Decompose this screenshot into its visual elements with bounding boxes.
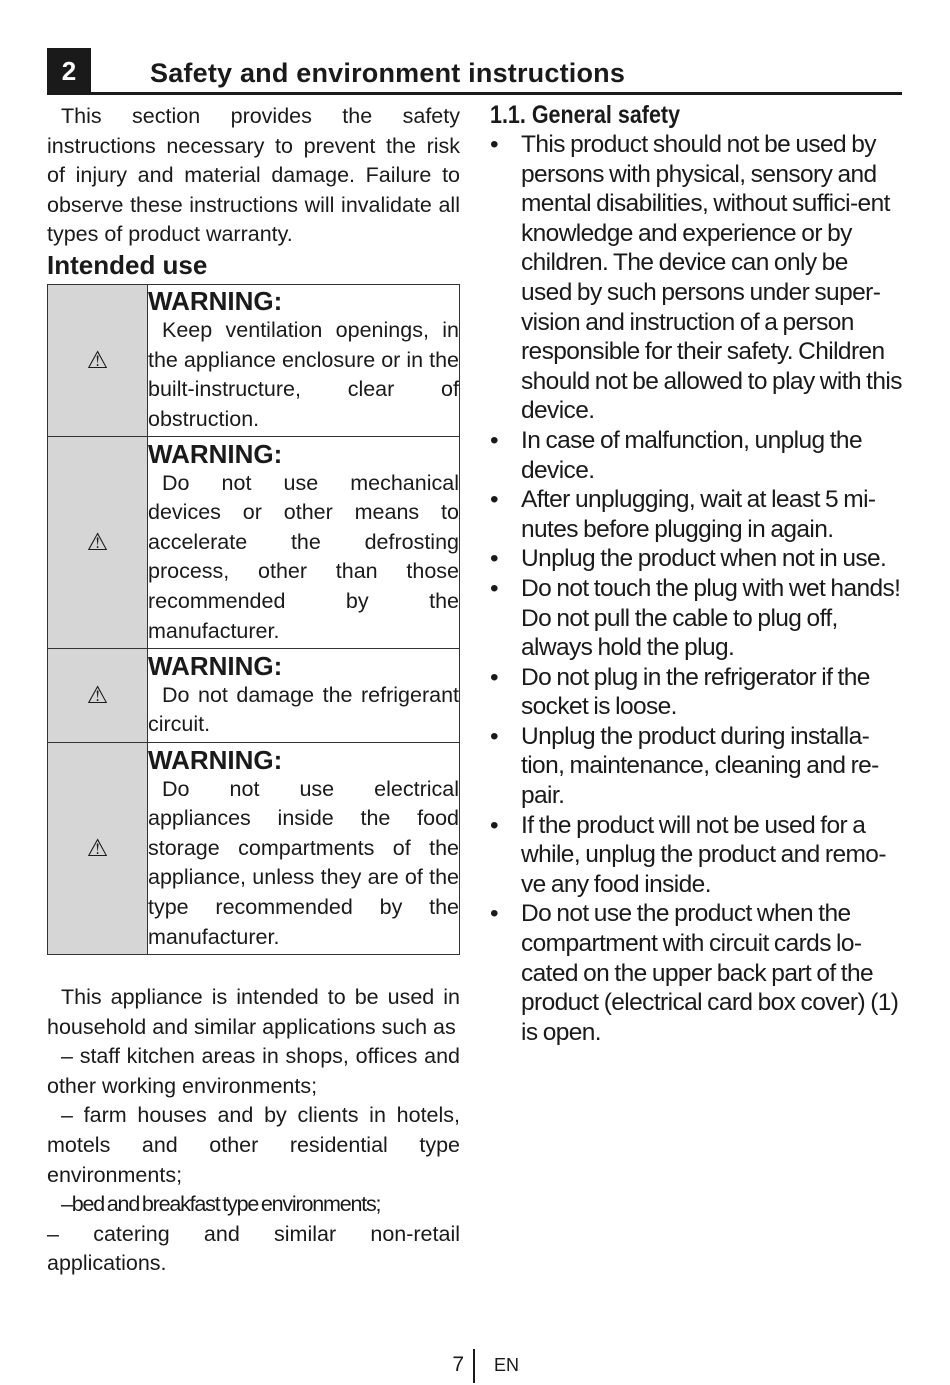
general-safety-list xyxy=(490,130,902,1047)
list-item: • In case of malfunction, unplug the device. xyxy=(490,426,902,485)
warning-row xyxy=(48,436,460,648)
warning-title: WARNING: xyxy=(148,744,283,775)
list-item: • After unplugging, wait at least 5 mi-nutes before plugging in again. xyxy=(490,485,902,544)
left-column xyxy=(47,102,460,1279)
language-code: EN xyxy=(494,1355,520,1375)
warning-triangle-icon: ⚠ xyxy=(86,834,109,862)
warnings-table xyxy=(47,284,460,955)
warning-row xyxy=(48,648,460,742)
intro-paragraph: This section provides the safety instructions necessary to prevent the risk of injury and material damage. Failure to observe these instructions will invalidate all types of product warranty. xyxy=(47,104,460,247)
warning-text: Keep ventilation openings, in the appliance enclosure or in the built-instructure, clear of obstruction. xyxy=(148,318,459,432)
intended-use-paragraph: – farm houses and by clients in hotels, motels and other residential type environments; xyxy=(47,1103,460,1187)
warning-triangle-icon: ⚠ xyxy=(86,528,109,556)
general-safety-heading: 1.1. General safety xyxy=(490,101,681,129)
intended-use-paragraph: This appliance is intended to be used in household and similar applications such as xyxy=(47,984,460,1039)
intended-use-paragraph: – staff kitchen areas in shops, offices and other working environments; xyxy=(47,1044,460,1098)
page-footer xyxy=(0,1349,950,1385)
warning-title: WARNING: xyxy=(148,286,283,317)
list-item: • Do not touch the plug with wet hands! Do not pull the cable to plug off, always hold the plug. xyxy=(490,574,902,663)
warning-row xyxy=(48,284,460,436)
chapter-header xyxy=(47,48,902,95)
warning-triangle-icon: ⚠ xyxy=(86,346,109,374)
chapter-title: Safety and environment instructions xyxy=(150,58,626,88)
footer-divider xyxy=(473,1349,475,1383)
chapter-number: 2 xyxy=(47,48,91,94)
warning-text: Do not damage the refrigerant circuit. xyxy=(148,682,459,737)
intended-use-heading: Intended use xyxy=(47,249,208,280)
warning-text: Do not use mechanical devices or other means to accelerate the defrosting process, other than those recommended by the manufacturer. xyxy=(148,470,459,643)
list-item: • Unplug the product when not in use. xyxy=(490,544,902,574)
warning-title: WARNING: xyxy=(148,438,283,469)
warning-title: WARNING: xyxy=(148,650,283,681)
intended-use-paragraph: –bed and breakfast type environments; xyxy=(61,1192,381,1217)
warning-row xyxy=(48,742,460,954)
list-item: • If the product will not be used for a while, unplug the product and remo-ve any food inside. xyxy=(490,811,902,900)
right-column xyxy=(490,100,902,1047)
page-number: 7 xyxy=(452,1353,464,1376)
warning-triangle-icon: ⚠ xyxy=(86,681,109,709)
list-item: • This product should not be used by persons with physical, sensory and mental disabilities, without suffici-ent knowledge and experience or by children. The device can only be used by such persons under super-vision and instruction of a person responsible for their safety. Children should not be allowed to play with this device. xyxy=(490,130,902,426)
list-item: • Unplug the product during installa-tion, maintenance, cleaning and re-pair. xyxy=(490,722,902,811)
list-item: • Do not use the product when the compartment with circuit cards lo-cated on the upper back part of the product (electrical card box cover) (1) is open. xyxy=(490,899,902,1047)
list-item: • Do not plug in the refrigerator if the socket is loose. xyxy=(490,663,902,722)
warning-text: Do not use electrical appliances inside the food storage compartments of the appliance, unless they are of the type recommended by the manufacturer. xyxy=(148,776,459,949)
intended-use-paragraph: – catering and similar non-retail applications. xyxy=(47,1221,460,1276)
